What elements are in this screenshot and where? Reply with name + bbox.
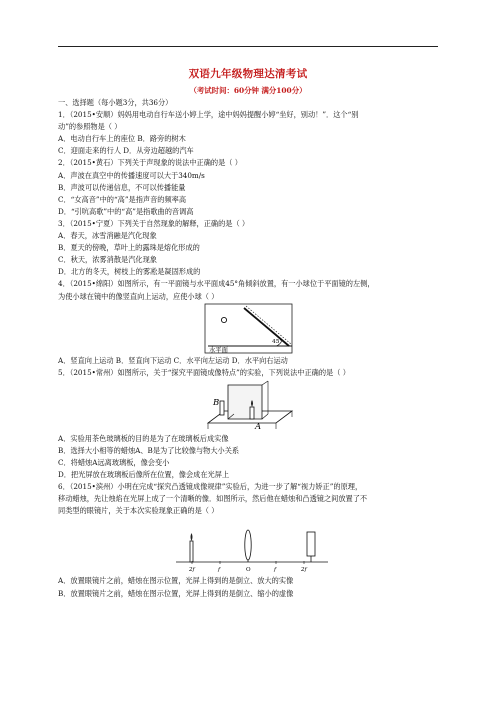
q6-option-b: B．放置眼镜片之前，蜡烛在图示位置，光屏上得到的是倒立、缩小的虚像: [58, 588, 294, 598]
q1-stem: 1．（2015•安顺）妈妈用电动自行车送小婷上学，途中妈妈提醒小婷“坐好，别动！”．这个“别: [58, 110, 359, 120]
q4-stem: 为使小球在镜中的像竖直向上运动，应使小球（ ）: [58, 291, 219, 301]
q6-stem: 6．（2015•滨州）小明在完成“探究凸透镜成像规律”实验后，为进一步了解“视力矫正”的原理，: [58, 482, 363, 492]
q1-options: C．迎面走来的行人 D．从旁边超越的汽车: [58, 146, 194, 156]
q3-option-b: B．夏天的傍晚，草叶上的露珠是熔化形成的: [58, 243, 200, 253]
q4-figure: [58, 303, 440, 355]
label-a: A: [255, 421, 262, 432]
q2-stem: 2．（2015•黄石）下列关于声现象的说法中正确的是（ ）: [58, 158, 242, 168]
tick-o: O: [246, 567, 251, 574]
section-heading: 一、选择题（每小题3分，共36分）: [58, 98, 173, 107]
q6-figure: [58, 517, 440, 575]
q1-stem: 动”的参照物是（ ）: [58, 122, 122, 132]
header-rule: [58, 46, 438, 47]
ground-label: 水平面: [209, 346, 228, 354]
q4-options: A．竖直向上运动 B．竖直向下运动 C．水平向左运动 D．水平向右运动: [58, 355, 288, 365]
candle-a: [250, 407, 254, 419]
tick-2f-right: 2f: [301, 567, 307, 574]
q1-options: A．电动自行车上的座位 B．路旁的树木: [58, 134, 186, 144]
candle-flame: [191, 533, 193, 541]
q2-option-d: D．“引吭高歌”中的“高”是指歌曲的音调高: [58, 206, 194, 216]
q6-stem: 移动蜡烛，先让烛焰在光屏上成了一个清晰的像．如图所示，然后他在蜡烛和凸透镜之间放置了不: [58, 494, 368, 504]
q5-option-b: B．选择大小相等的蜡烛A、B是为了比较像与物大小关系: [58, 445, 240, 455]
q3-option-a: A．春天，冰雪消融是汽化现象: [58, 231, 157, 241]
q5-stem: 5．（2015•常州）如图所示，关于“探究平面镜成像特点”的实验，下列说法中正确的是（ ）: [58, 367, 350, 377]
q6-stem: 同类型的眼镜片，关于本次实验现象正确的是（ ）: [58, 506, 219, 516]
q5-option-a: A．实验用茶色玻璃板的目的是为了在玻璃板后成实像: [58, 433, 229, 443]
lens-bench-diagram: [58, 517, 440, 575]
glass-plate-diagram: [58, 379, 440, 433]
glass-plate: [228, 385, 262, 419]
q2-option-c: C．“女高音”中的“高”是指声音的频率高: [58, 194, 187, 204]
q3-option-c: C．秋天，浓雾消散是汽化现象: [58, 255, 157, 265]
page-title: 双语九年级物理达清考试: [188, 68, 308, 80]
q3-option-d: D．北方的冬天，树枝上的雾凇是凝固形成的: [58, 267, 201, 277]
mirror-diagram: [58, 303, 440, 355]
candle: [190, 541, 193, 562]
q4-stem: 4．（2015•绵阳）如图所示，有一平面镜与水平面成45°角倾斜放置，有一小球位于平面镜的左侧，: [58, 279, 375, 289]
tick-2f-left: 2f: [189, 567, 195, 574]
small-ball: [221, 317, 226, 322]
angle-label: 45°: [272, 338, 283, 345]
page-subtitle: （考试时间：60分钟 满分100分）: [189, 86, 307, 95]
convex-lens: [245, 530, 251, 560]
candle-b: [220, 401, 224, 415]
label-b: B: [213, 397, 220, 408]
q5-figure: [58, 379, 440, 433]
exam-content: [58, 97, 440, 600]
q2-option-a: A．声波在真空中的传播速度可以大于340m/s: [58, 170, 205, 180]
tick-f-right: f: [274, 567, 277, 574]
q6-option-a: A．放置眼镜片之前，蜡烛在图示位置，光屏上得到的是倒立、放大的实像: [58, 576, 294, 586]
tick-f-left: f: [218, 567, 221, 574]
q2-option-b: B．声波可以传递信息，不可以传播能量: [58, 182, 186, 192]
q5-option-d: D．把光屏放在玻璃板后像所在位置，像会成在光屏上: [58, 470, 230, 480]
q5-option-c: C．将蜡烛A远离玻璃板，像会变小: [58, 457, 170, 467]
q3-stem: 3．（2015•宁夏）下列关于自然现象的解释，正确的是（ ）: [58, 218, 250, 228]
light-screen: [307, 532, 315, 556]
